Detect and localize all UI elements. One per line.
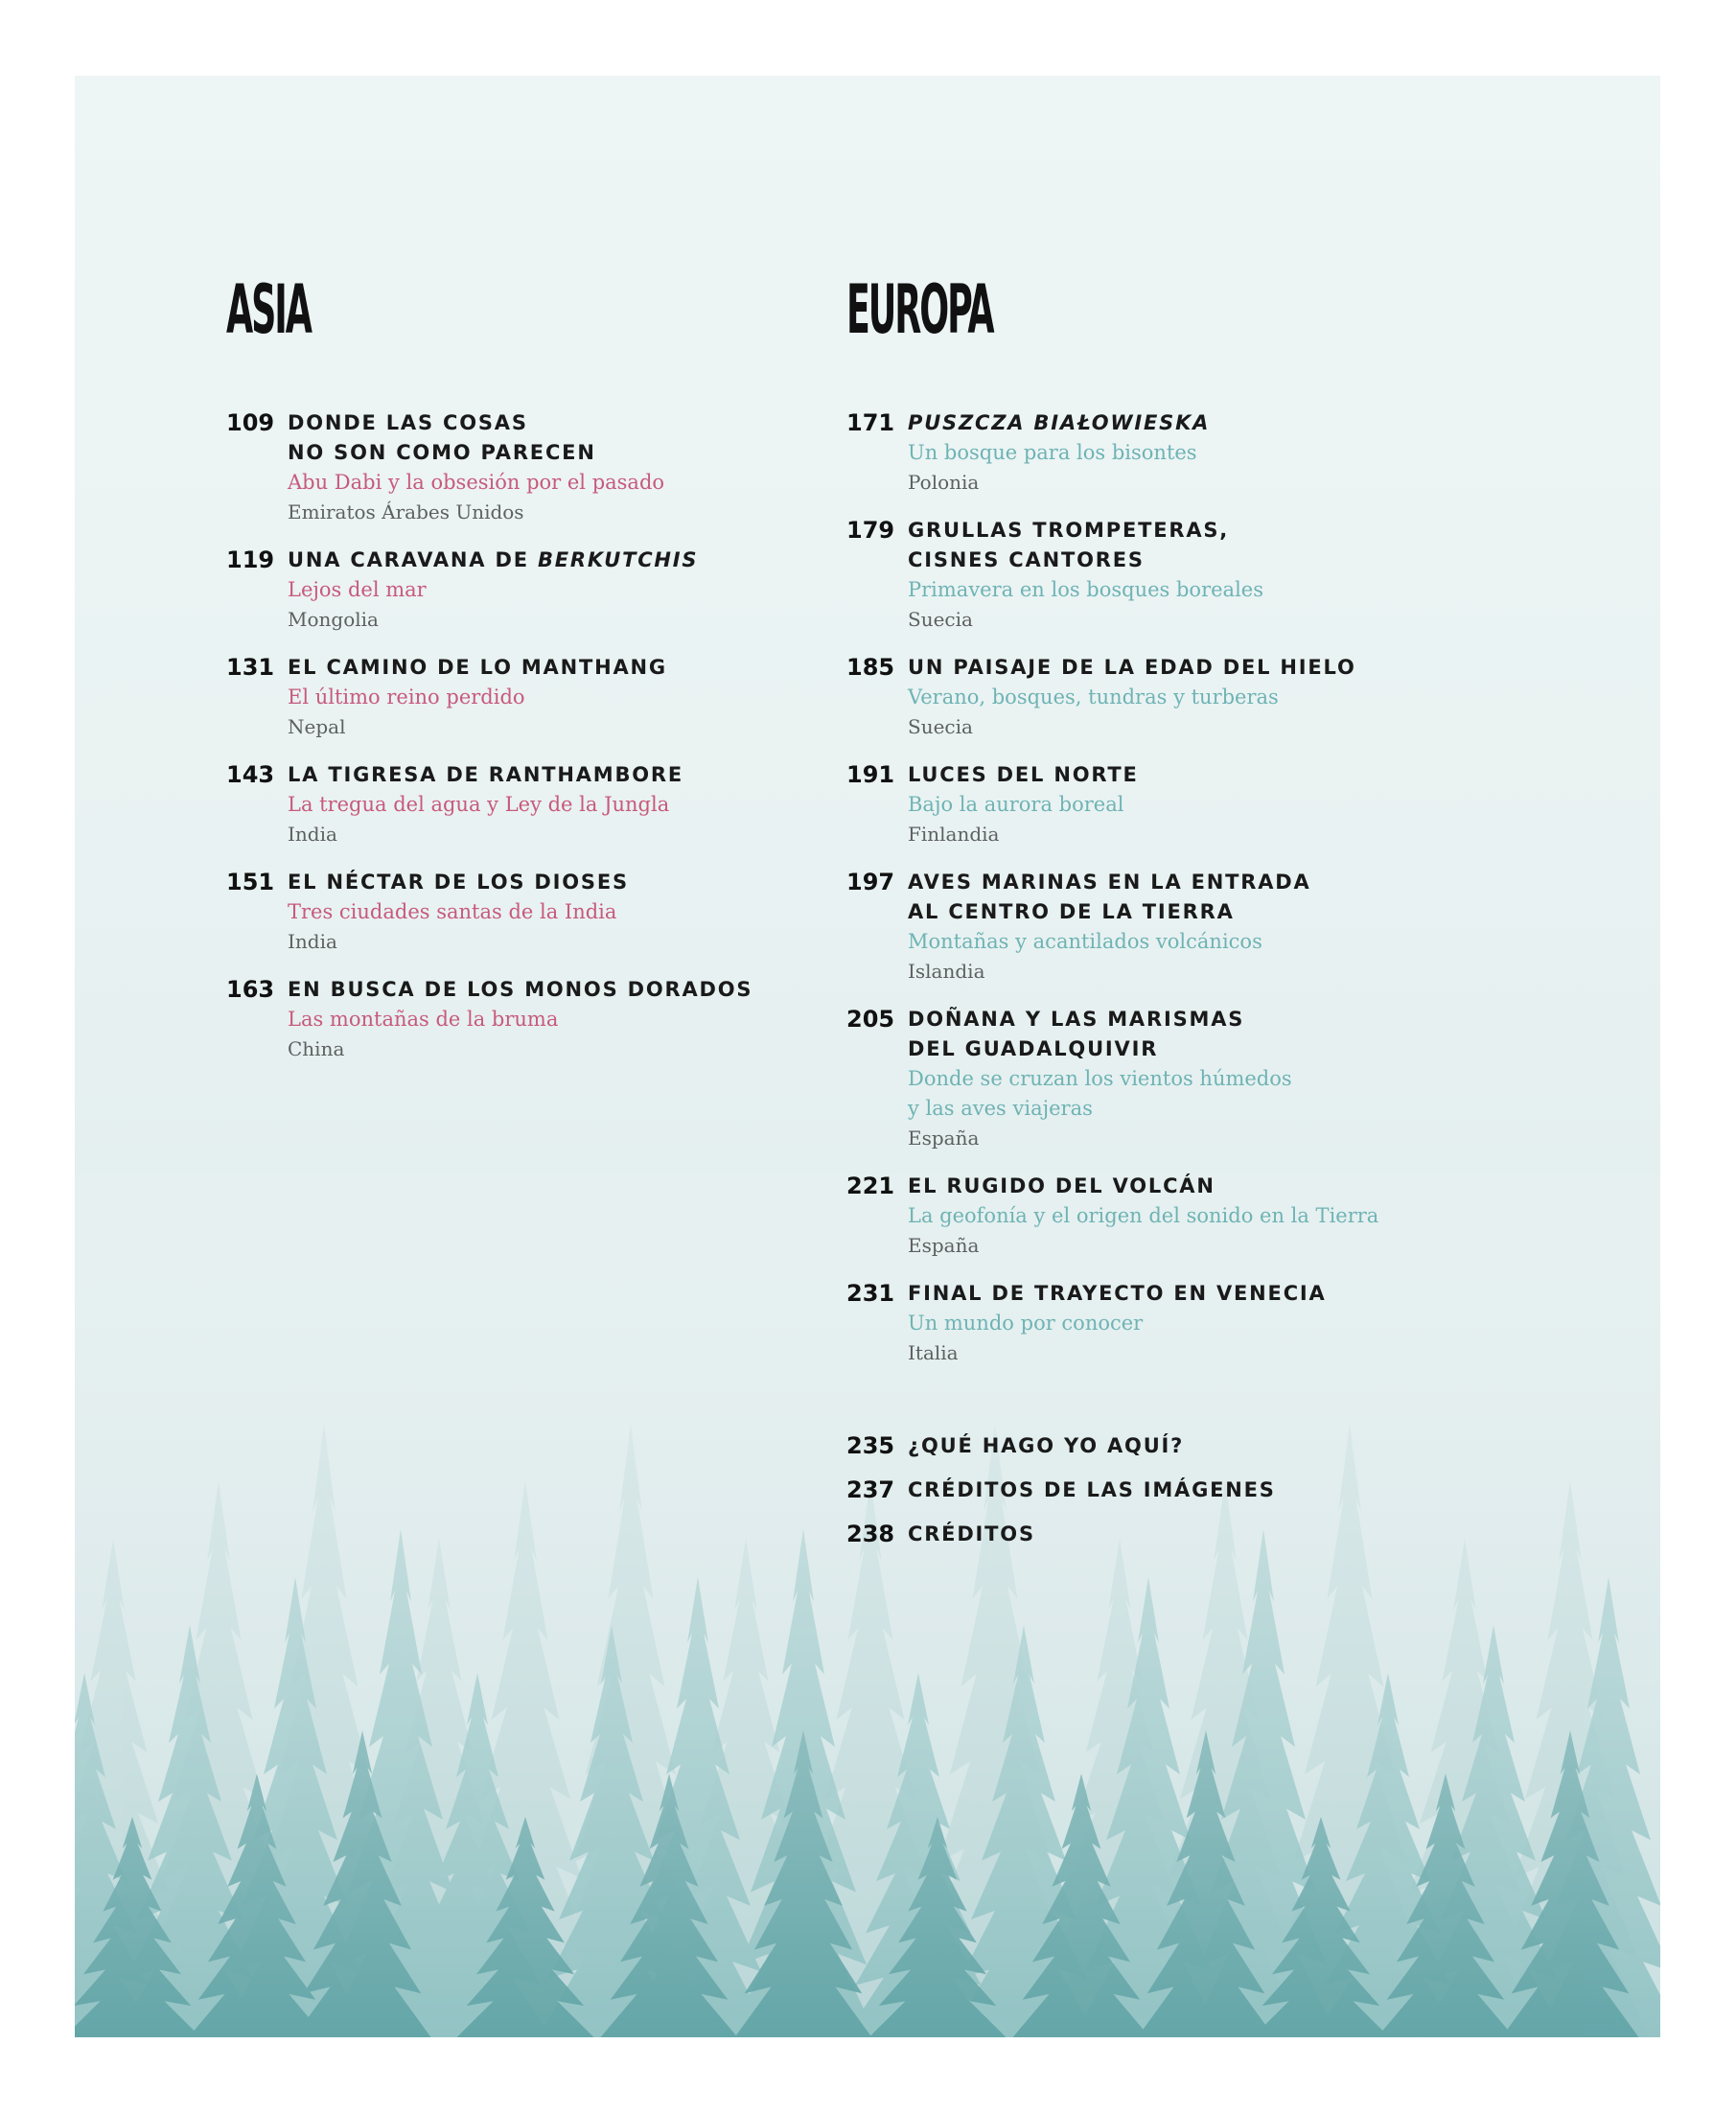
entry-title bbox=[288, 546, 763, 575]
entry-title-text: EL NÉCTAR DE LOS DIOSES bbox=[288, 871, 629, 894]
entry-subtitle: Primavera en los bosques boreales bbox=[908, 578, 1263, 601]
entry-title bbox=[908, 868, 1537, 927]
entry-title-text: ¿QUÉ HAGO YO AQUÍ? bbox=[908, 1434, 1185, 1457]
entry-title bbox=[908, 408, 1537, 438]
toc-entry[interactable] bbox=[846, 1005, 1537, 1153]
page-number: 163 bbox=[226, 976, 275, 1003]
entry-place: Finlandia bbox=[908, 823, 1000, 846]
toc-entry[interactable] bbox=[226, 975, 763, 1064]
page-number: 238 bbox=[846, 1521, 895, 1547]
page-number: 179 bbox=[846, 517, 895, 544]
page-number: 109 bbox=[226, 409, 275, 436]
entry-subtitle: El último reino perdido bbox=[288, 685, 525, 709]
entry-title-text: DONDE LAS COSAS NO SON COMO PARECEN bbox=[288, 411, 596, 464]
toc-entry[interactable] bbox=[846, 1475, 1537, 1505]
entry-place: Polonia bbox=[908, 471, 980, 494]
entry-title bbox=[908, 1279, 1537, 1309]
entry-title bbox=[908, 653, 1537, 683]
europa-column bbox=[846, 270, 1537, 1564]
page-number: 205 bbox=[846, 1006, 895, 1033]
entry-place: Mongolia bbox=[288, 608, 379, 631]
entry-place: Islandia bbox=[908, 960, 985, 983]
toc-entry[interactable] bbox=[226, 408, 763, 527]
entry-place: Nepal bbox=[288, 715, 346, 738]
page-number: 185 bbox=[846, 654, 895, 681]
asia-heading: ASIA bbox=[226, 270, 311, 349]
toc-entry[interactable] bbox=[226, 546, 763, 635]
entry-title-text: EL RUGIDO DEL VOLCÁN bbox=[908, 1174, 1215, 1197]
page-number: 191 bbox=[846, 761, 895, 788]
entry-body bbox=[288, 653, 763, 742]
entry-subtitle: Bajo la aurora boreal bbox=[908, 793, 1124, 816]
entry-body bbox=[908, 1431, 1537, 1461]
entry-subtitle: Un mundo por conocer bbox=[908, 1312, 1144, 1335]
entry-body bbox=[908, 1520, 1537, 1549]
page-number: 171 bbox=[846, 409, 895, 436]
europa-entries bbox=[846, 408, 1537, 1368]
entry-title bbox=[908, 1431, 1537, 1461]
entry-title bbox=[288, 760, 763, 790]
entry-title-italic: BERKUTCHIS bbox=[537, 548, 699, 571]
entry-subtitle: La tregua del agua y Ley de la Jungla bbox=[288, 793, 670, 816]
entry-place: India bbox=[288, 930, 337, 953]
page bbox=[75, 76, 1660, 2037]
entry-body bbox=[288, 546, 763, 635]
entry-title-text: UNA CARAVANA DE bbox=[288, 548, 538, 571]
entry-subtitle: Un bosque para los bisontes bbox=[908, 441, 1197, 464]
entry-title-text: EL CAMINO DE LO MANTHANG bbox=[288, 656, 667, 679]
entry-body bbox=[908, 1172, 1537, 1261]
entry-title bbox=[288, 408, 763, 468]
toc-entry[interactable] bbox=[846, 516, 1537, 635]
entry-place: Suecia bbox=[908, 608, 973, 631]
toc-entry[interactable] bbox=[846, 1520, 1537, 1549]
toc-entry[interactable] bbox=[226, 760, 763, 849]
entry-body bbox=[908, 1005, 1537, 1153]
toc-entry[interactable] bbox=[226, 653, 763, 742]
entry-title bbox=[908, 516, 1537, 575]
entry-body bbox=[908, 1279, 1537, 1368]
asia-entries bbox=[226, 408, 763, 1064]
entry-body bbox=[908, 653, 1537, 742]
page-number: 143 bbox=[226, 761, 275, 788]
entry-subtitle: Abu Dabi y la obsesión por el pasado bbox=[288, 471, 665, 494]
entry-subtitle: Verano, bosques, tundras y turberas bbox=[908, 685, 1279, 709]
page-number: 221 bbox=[846, 1173, 895, 1199]
toc-entry[interactable] bbox=[846, 868, 1537, 987]
entry-title-text: GRULLAS TROMPETERAS, CISNES CANTORES bbox=[908, 519, 1230, 571]
entry-title bbox=[908, 1172, 1537, 1201]
entry-title-text: LUCES DEL NORTE bbox=[908, 763, 1139, 786]
page-number: 197 bbox=[846, 869, 895, 895]
entry-subtitle: La geofonía y el origen del sonido en la Tierra bbox=[908, 1204, 1379, 1227]
toc-entry[interactable] bbox=[846, 408, 1537, 498]
entry-body bbox=[908, 408, 1537, 498]
entry-title-text: CRÉDITOS DE LAS IMÁGENES bbox=[908, 1478, 1276, 1501]
entry-title-italic: PUSZCZA BIAŁOWIESKA bbox=[908, 411, 1211, 434]
page-number: 119 bbox=[226, 546, 275, 573]
entry-title-text: UN PAISAJE DE LA EDAD DEL HIELO bbox=[908, 656, 1356, 679]
entry-subtitle: Donde se cruzan los vientos húmedos y las aves viajeras bbox=[908, 1067, 1292, 1120]
entry-body bbox=[908, 516, 1537, 635]
entry-subtitle: Tres ciudades santas de la India bbox=[288, 900, 617, 923]
entry-title bbox=[908, 1005, 1537, 1064]
entry-title-text: EN BUSCA DE LOS MONOS DORADOS bbox=[288, 978, 753, 1001]
toc-entry[interactable] bbox=[846, 1172, 1537, 1261]
entry-title bbox=[908, 1475, 1537, 1505]
entry-title-text: AVES MARINAS EN LA ENTRADA AL CENTRO DE LA TIERRA bbox=[908, 871, 1311, 923]
europa-heading: EUROPA bbox=[846, 270, 993, 349]
asia-column bbox=[226, 270, 763, 1082]
entry-place: China bbox=[288, 1037, 345, 1060]
toc-entry[interactable] bbox=[846, 760, 1537, 849]
entry-place: Suecia bbox=[908, 715, 973, 738]
entry-place: Emiratos Árabes Unidos bbox=[288, 500, 524, 523]
entry-title-text: CRÉDITOS bbox=[908, 1522, 1035, 1545]
page-number: 151 bbox=[226, 869, 275, 895]
entry-body bbox=[288, 868, 763, 957]
entry-title-text: LA TIGRESA DE RANTHAMBORE bbox=[288, 763, 684, 786]
toc-entry[interactable] bbox=[846, 653, 1537, 742]
entry-body bbox=[908, 1475, 1537, 1505]
entry-body bbox=[288, 408, 763, 527]
toc-entry[interactable] bbox=[226, 868, 763, 957]
entry-title-text: DOÑANA Y LAS MARISMAS DEL GUADALQUIVIR bbox=[908, 1008, 1245, 1060]
entry-title-text: FINAL DE TRAYECTO EN VENECIA bbox=[908, 1282, 1327, 1305]
entry-subtitle: Lejos del mar bbox=[288, 578, 427, 601]
page-number: 237 bbox=[846, 1476, 895, 1503]
entry-title bbox=[288, 653, 763, 683]
entry-title bbox=[908, 760, 1537, 790]
entry-title bbox=[288, 975, 763, 1005]
entry-body bbox=[908, 868, 1537, 987]
page-number: 231 bbox=[846, 1280, 895, 1307]
extra-entries bbox=[846, 1431, 1537, 1549]
entry-title bbox=[908, 1520, 1537, 1549]
entry-subtitle: Montañas y acantilados volcánicos bbox=[908, 930, 1262, 953]
entry-body bbox=[288, 760, 763, 849]
entry-body bbox=[288, 975, 763, 1064]
toc-entry[interactable] bbox=[846, 1431, 1537, 1461]
entry-place: Italia bbox=[908, 1341, 959, 1364]
entry-place: España bbox=[908, 1127, 980, 1150]
page-number: 131 bbox=[226, 654, 275, 681]
entry-place: India bbox=[288, 823, 337, 846]
entry-body bbox=[908, 760, 1537, 849]
entry-title bbox=[288, 868, 763, 897]
entry-subtitle: Las montañas de la bruma bbox=[288, 1008, 559, 1031]
entry-place: España bbox=[908, 1234, 980, 1257]
page-number: 235 bbox=[846, 1432, 895, 1459]
toc-entry[interactable] bbox=[846, 1279, 1537, 1368]
